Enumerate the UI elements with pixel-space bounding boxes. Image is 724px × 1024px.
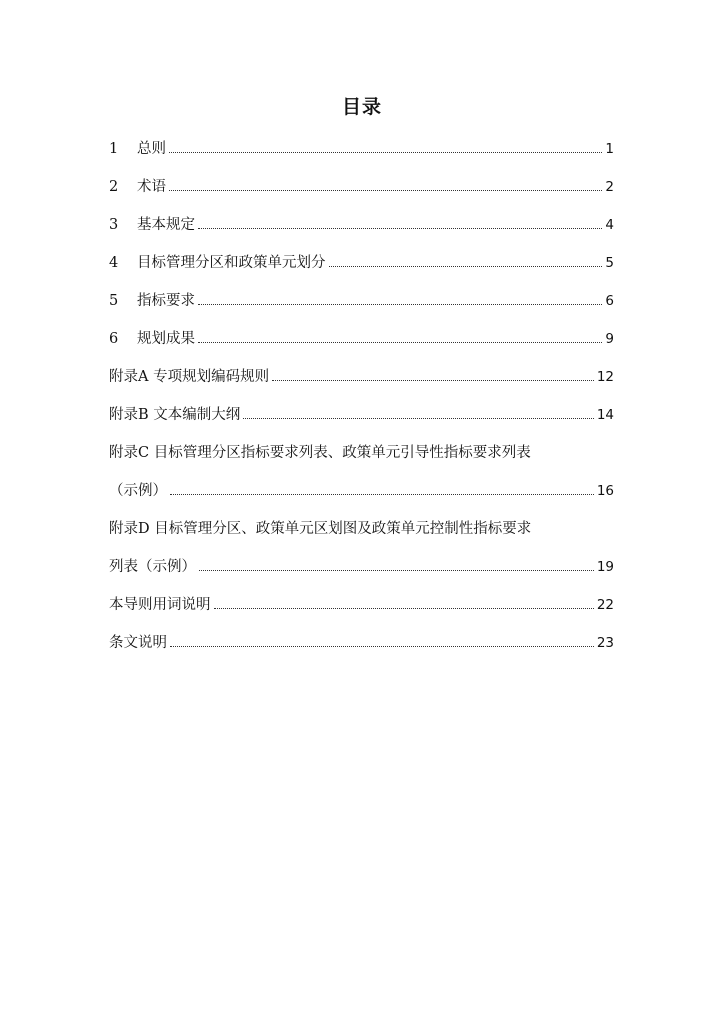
toc-entry-label: 条文说明 (109, 634, 167, 651)
toc-entry-page: 16 (596, 482, 614, 499)
dot-leader (198, 304, 602, 305)
toc-entry-1[interactable] (109, 126, 614, 164)
toc-entry-page: 22 (596, 596, 614, 613)
toc-entry-label: 附录D 目标管理分区、政策单元区划图及政策单元控制性指标要求 (109, 520, 532, 537)
dot-leader (199, 570, 594, 571)
toc-entry-6[interactable] (109, 316, 614, 354)
toc-entry-page: 1 (605, 140, 614, 157)
toc-entry-label: 指标要求 (137, 292, 195, 309)
toc-entry-page: 19 (596, 558, 614, 575)
table-of-contents (109, 126, 614, 658)
toc-entry-terms[interactable] (109, 582, 614, 620)
toc-entry-page: 4 (605, 216, 614, 233)
dot-leader (198, 228, 602, 229)
dot-leader (272, 380, 594, 381)
toc-entry-number: 1 (109, 140, 119, 157)
toc-entry-5[interactable] (109, 278, 614, 316)
toc-entry-appendix-c-line2[interactable] (109, 468, 614, 506)
dot-leader (198, 342, 602, 343)
toc-entry-label: 附录C 目标管理分区指标要求列表、政策单元引导性指标要求列表 (109, 444, 531, 461)
toc-entry-appendix-d-line2[interactable] (109, 544, 614, 582)
toc-entry-page: 12 (596, 368, 614, 385)
toc-entry-label: 术语 (137, 178, 166, 195)
toc-entry-2[interactable] (109, 164, 614, 202)
toc-entry-appendix-d-line1[interactable] (109, 506, 614, 544)
toc-entry-label: 基本规定 (137, 216, 195, 233)
dot-leader (170, 494, 594, 495)
toc-entry-label: 附录A 专项规划编码规则 (109, 368, 270, 385)
toc-entry-label: 规划成果 (137, 330, 195, 347)
toc-entry-number: 6 (109, 330, 119, 347)
toc-entry-page: 9 (605, 330, 614, 347)
toc-entry-appendix-a[interactable] (109, 354, 614, 392)
toc-entry-label: 附录B 文本编制大纲 (109, 406, 241, 423)
toc-entry-label-continued: 列表（示例） (109, 558, 196, 575)
toc-entry-page: 23 (596, 634, 614, 651)
toc-entry-number: 3 (109, 216, 119, 233)
toc-entry-page: 5 (605, 254, 614, 271)
toc-entry-page: 6 (605, 292, 614, 309)
dot-leader (169, 152, 602, 153)
toc-entry-page: 2 (605, 178, 614, 195)
toc-entry-number: 5 (109, 292, 119, 309)
toc-entry-4[interactable] (109, 240, 614, 278)
toc-entry-appendix-c-line1[interactable] (109, 430, 614, 468)
dot-leader (243, 418, 594, 419)
toc-entry-number: 2 (109, 178, 119, 195)
dot-leader (169, 190, 602, 191)
dot-leader (329, 266, 603, 267)
toc-entry-page: 14 (596, 406, 614, 423)
toc-entry-label: 目标管理分区和政策单元划分 (137, 254, 326, 271)
toc-entry-label: 总则 (137, 140, 166, 157)
toc-entry-3[interactable] (109, 202, 614, 240)
toc-entry-appendix-b[interactable] (109, 392, 614, 430)
toc-entry-label: 本导则用词说明 (109, 596, 211, 613)
toc-entry-number: 4 (109, 254, 119, 271)
toc-entry-label-continued: （示例） (109, 482, 167, 499)
toc-title: 目录 (341, 96, 382, 118)
toc-entry-clauses[interactable] (109, 620, 614, 658)
dot-leader (170, 646, 594, 647)
dot-leader (214, 608, 594, 609)
